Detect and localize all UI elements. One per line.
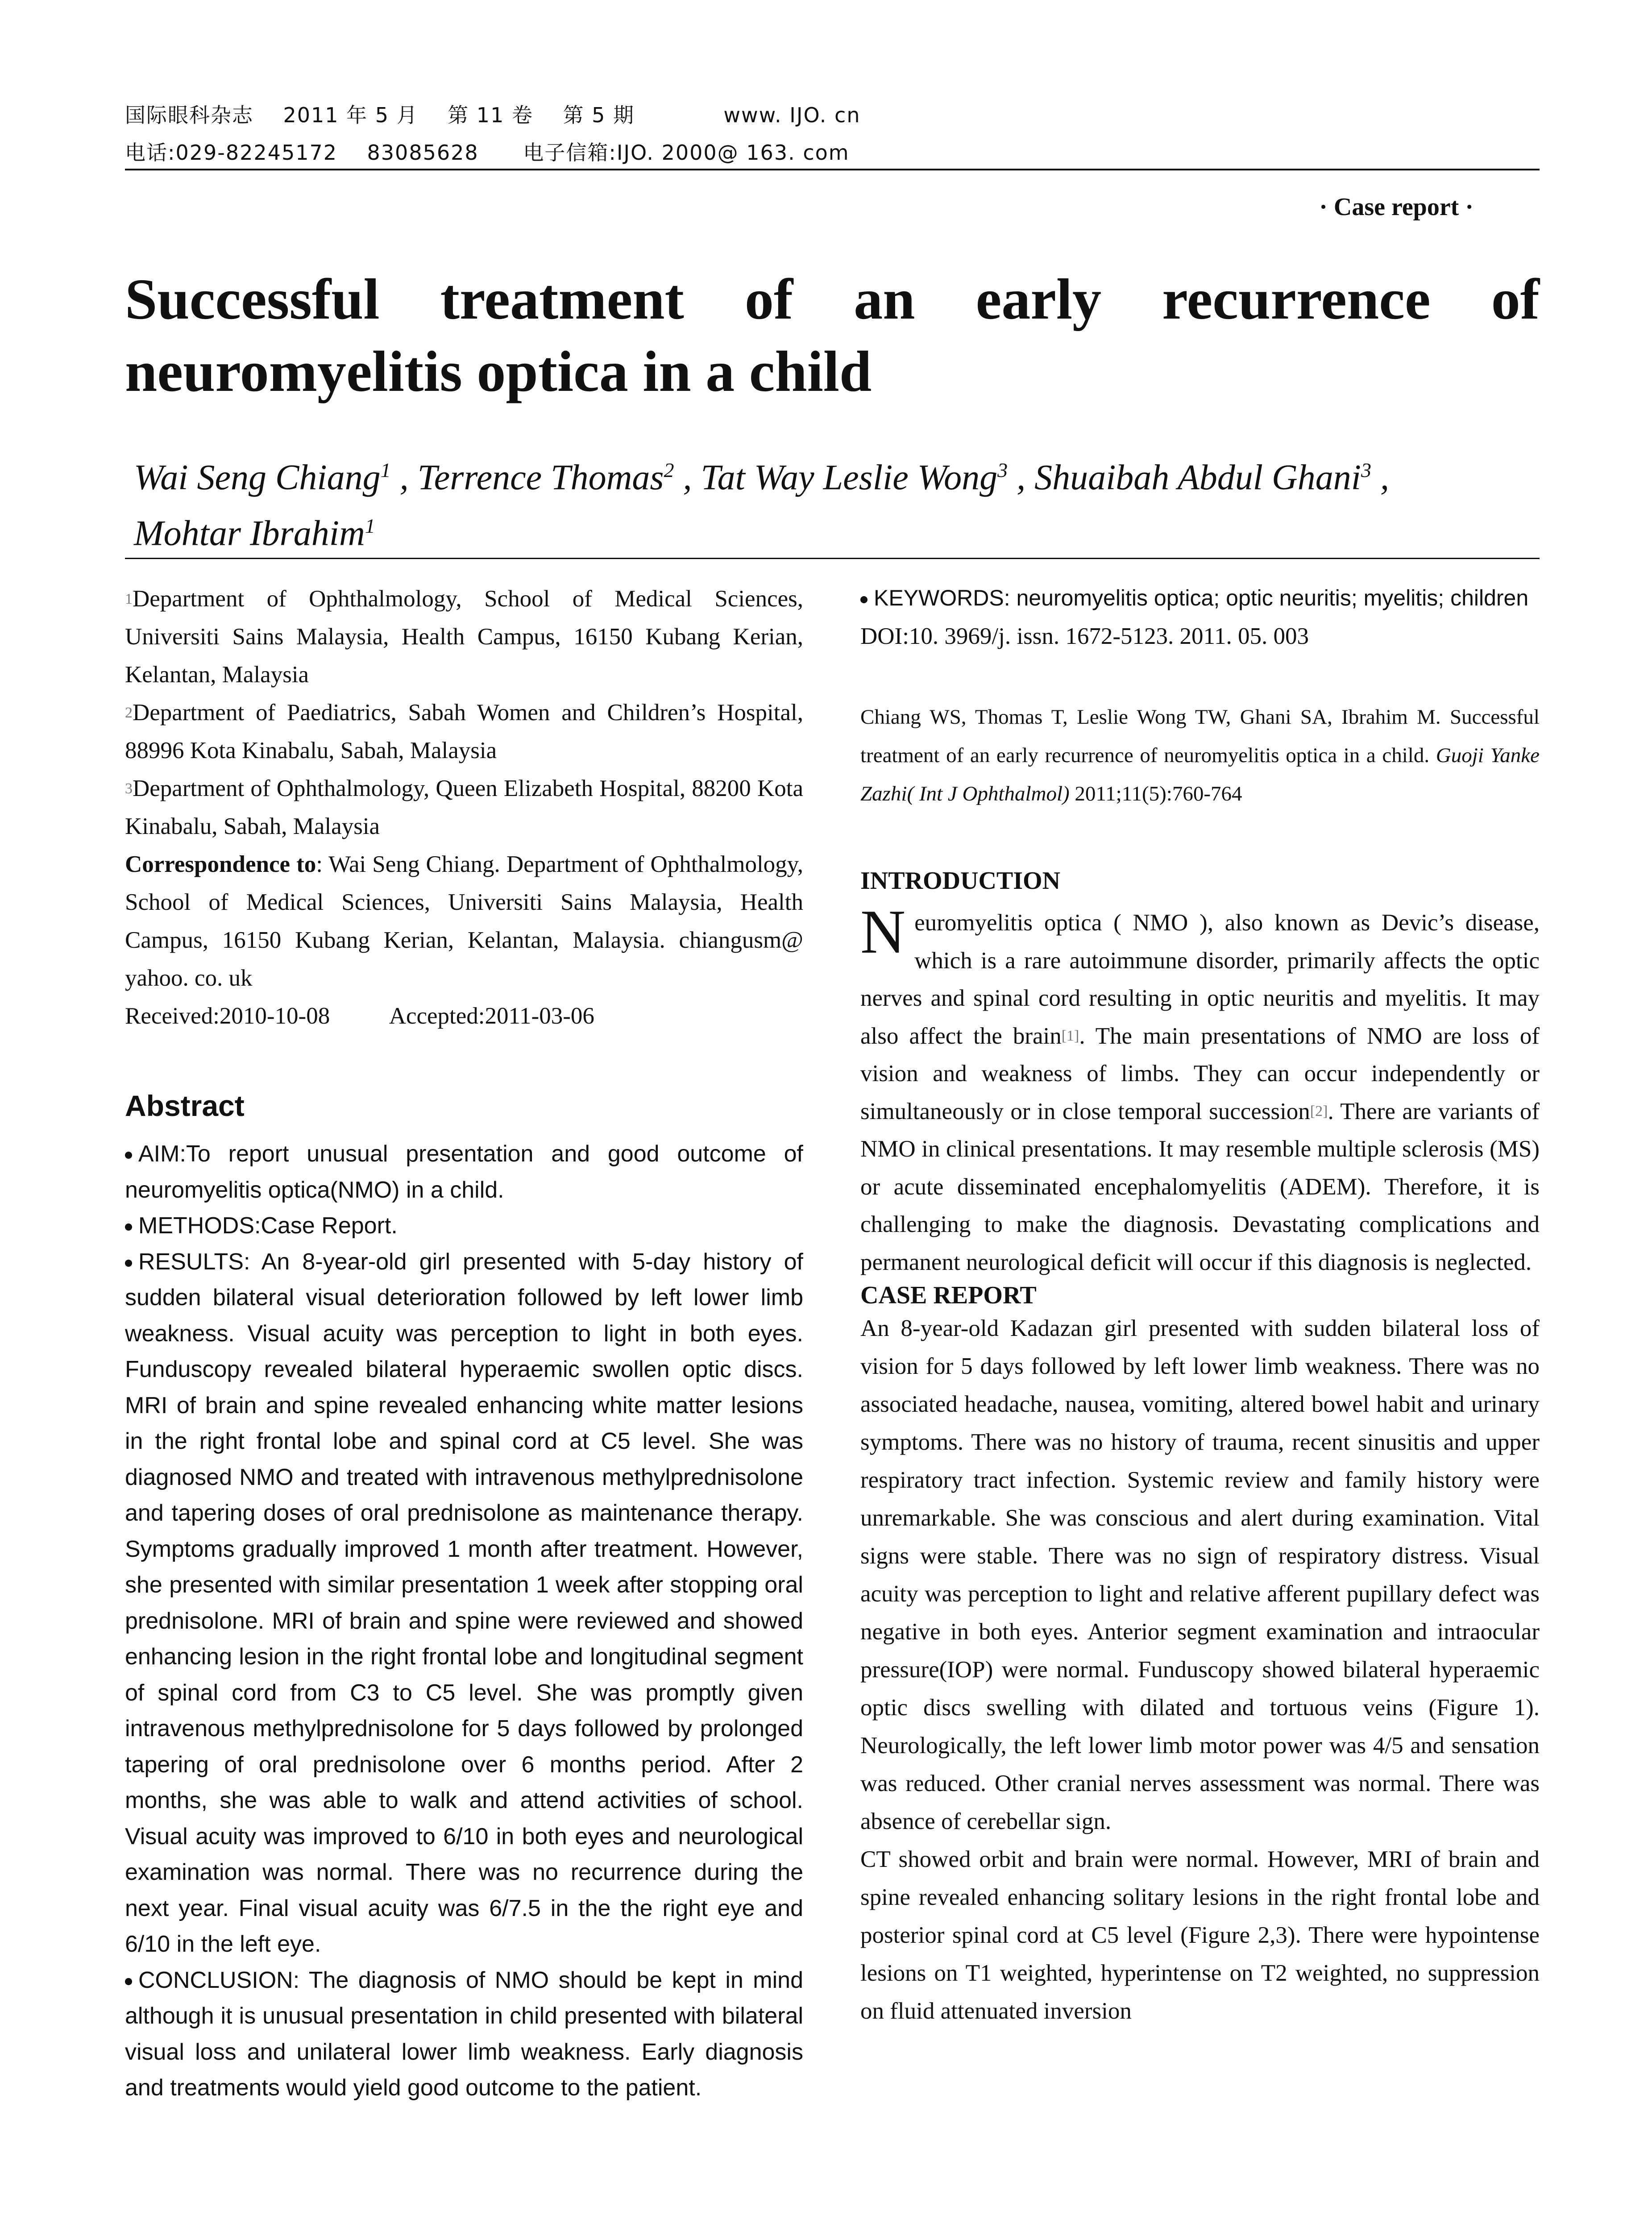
author-name: Tat Way Leslie Wong [701,458,998,498]
citation-block [860,698,1540,813]
author-sup: 1 [365,514,375,537]
affiliations [125,580,803,1035]
case-report-body [860,1310,1540,2030]
author-name: Terrence Thomas [417,458,664,498]
introduction-body [860,897,1540,1281]
author-sep: , [674,458,701,498]
correspondence-text: : Wai Seng Chiang. Department of Ophthalmology, School of Medical Sciences, Universiti Sains Malaysia, Health Campus, 16150 Kubang Kerian, Kelantan, Malaysia. chiangusm@ yahoo. co. uk [125,851,803,991]
citation-ref: [2] [1310,1103,1328,1120]
abstract-results [125,1244,803,1962]
left-column [125,580,803,2106]
author-sup: 2 [664,459,674,481]
citation-ref: [1] [1061,1027,1079,1044]
case-report-heading: CASE REPORT [860,1281,1037,1309]
affiliation-2 [125,694,803,770]
affiliation-text: Department of Paediatrics, Sabah Women and Children’s Hospital, 88996 Kota Kinabalu, Sabah, Malaysia [125,700,803,763]
author-name: Mohtar Ibrahim [134,514,365,553]
bullet-icon [125,1978,132,1985]
drop-cap: N [860,897,906,966]
citation-text: Chiang WS, Thomas T, Leslie Wong TW, Ghani SA, Ibrahim M. Successful treatment of an early recurrence of neuromyelitis optica in a child. [860,705,1540,767]
author-sep: , [1008,458,1035,498]
affiliation-text: Department of Ophthalmology, School of Medical Sciences, Universiti Sains Malaysia, Health Campus, 16150 Kubang Kerian, Kelantan, Malaysia [125,586,803,688]
citation-journal: Guoji Yanke Zazhi( Int J Ophthalmol) [860,744,1540,805]
bullet-icon [125,1152,132,1159]
introduction-paragraph [860,897,1540,1281]
correspondence [125,846,803,997]
author-list [134,446,1540,557]
abstract-heading: Abstract [125,1089,245,1122]
author-sup: 3 [1361,459,1371,481]
right-column [860,580,1540,2030]
citation-volume: 2011;11(5):760-764 [1069,782,1242,805]
received-date: Received:2010-10-08 [125,1003,330,1029]
abstract-conclusion-text: CONCLUSION: The diagnosis of NMO should be kept in mind although it is unusual presentation in child presented with bilateral visual loss and unilateral lower limb weakness. Early diagnosis and treatments would yield good outcome to the patient. [125,1967,803,2101]
author-name: Shuaibah Abdul Ghani [1034,458,1361,498]
doi: DOI:10. 3969/j. issn. 1672-5123. 2011. 05. 003 [860,623,1309,649]
article-title: Successful treatment of an early recurrence of neuromyelitis optica in a child [125,267,1540,404]
intro-sentence: euromyelitis optica ( NMO ), also known as Devic’s disease, which is a rare autoimmune disorder, primarily affects the optic nerves and spinal cord resulting in optic neuritis and myelitis. It may also affect the brain [860,910,1540,1049]
accepted-date: Accepted:2011-03-06 [389,1003,594,1029]
journal-header-line2: 电话:029-82245172 83085628 电子信箱:IJO. 2000@ 163. com [125,141,850,165]
abstract-aim [125,1136,803,1208]
affiliation-mark: 3 [125,780,133,797]
body-rule [125,558,1540,559]
abstract-body [125,1136,803,2106]
citation [860,698,1540,813]
abstract-methods [125,1208,803,1244]
case-paragraph-2: CT showed orbit and brain were normal. However, MRI of brain and spine revealed enhancing solitary lesions in the right frontal lobe and posterior spinal cord at C5 level (Figure 2,3). There were hypointense lesions on T1 weighted, hyperintense on T2 weighted, no suppression on fluid attenuated inversion [860,1846,1540,2024]
abstract-aim-text: AIM:To report unusual presentation and good outcome of neuromyelitis optica(NMO) in a child. [125,1141,803,1203]
abstract-results-text: RESULTS: An 8-year-old girl presented with 5-day history of sudden bilateral visual deterioration followed by left lower limb weakness. Visual acuity was perception to light in both eyes. Funduscopy revealed bilateral hyperaemic swollen optic discs. MRI of brain and spine revealed enhancing white matter lesions in the right frontal lobe and spinal cord at C5 level. She was diagnosed NMO and treated with intravenous methylprednisolone and tapering doses of oral prednisolone as maintenance therapy. Symptoms gradually improved 1 month after treatment. However, she presented with similar presentation 1 week after stopping oral prednisolone. MRI of brain and spine were reviewed and showed enhancing lesion in the right frontal lobe and longitudinal segment of spinal cord from C3 to C5 level. She was promptly given intravenous methylprednisolone for 5 days followed by prolonged tapering of oral prednisolone over 6 months period. After 2 months, she was able to walk and attend activities of school. Visual acuity was improved to 6/10 in both eyes and neurological examination was normal. There was no recurrence during the next year. Final visual acuity was 6/7.5 in the the right eye and 6/10 in the left eye. [125,1248,803,1957]
abstract-conclusion [125,1962,803,2106]
author-sup: 1 [380,459,391,481]
author-sep: , [1371,458,1389,498]
bullet-icon [125,1260,132,1267]
author-name: Wai Seng Chiang [134,458,381,498]
author-sep: , [390,458,418,498]
keywords [860,580,1540,616]
affiliation-mark: 2 [125,705,133,721]
affiliation-mark: 1 [125,591,133,607]
abstract-methods-text: METHODS:Case Report. [138,1213,398,1239]
case-paragraph-1: An 8-year-old Kadazan girl presented with sudden bilateral loss of vision for 5 days followed by left lower limb weakness. There was no associated headache, nausea, vomiting, altered bowel habit and urinary symptoms. There was no history of trauma, recent sinusitis and upper respiratory tract infection. Systemic review and family history were unremarkable. She was conscious and alert during examination. Vital signs were stable. There was no sign of respiratory distress. Visual acuity was perception to light and relative afferent pupillary defect was negative in both eyes. Anterior segment examination and intraocular pressure(IOP) were normal. Funduscopy showed bilateral hyperaemic optic discs swelling with dilated and tortuous veins (Figure 1). Neurologically, the left lower limb motor power was 4/5 and sensation was reduced. Other cranial nerves assessment was normal. There was absence of cerebellar sign. [860,1315,1540,1834]
dates [125,997,803,1035]
affiliation-text: Department of Ophthalmology, Queen Elizabeth Hospital, 88200 Kota Kinabalu, Sabah, Malaysia [125,775,803,839]
journal-header-line1: 国际眼科杂志 2011 年 5 月 第 11 卷 第 5 期 www. IJO. cn [125,103,861,127]
introduction-heading: INTRODUCTION [860,867,1061,895]
intro-sentence: . The main presentations of NMO are loss of vision and weakness of limbs. They can occur independently or simultaneously or in close temporal succession [860,1023,1540,1124]
correspondence-label: Correspondence to [125,851,316,877]
header-rule [125,169,1540,170]
section-label: · Case report · [1319,193,1474,221]
bullet-icon [125,1223,132,1231]
keywords-text: KEYWORDS: neuromyelitis optica; optic neuritis; myelitis; children [874,585,1529,610]
affiliation-1 [125,580,803,694]
intro-sentence: . There are variants of NMO in clinical presentations. It may resemble multiple sclerosis (MS) or acute disseminated encephalomyelitis (ADEM). Therefore, it is challenging to make the diagnosis. Devastating complications and permanent neurological deficit will occur if this diagnosis is neglected. [860,1098,1540,1275]
bullet-icon [860,596,868,603]
keywords-block [860,580,1540,654]
affiliation-3 [125,770,803,846]
author-sup: 3 [997,459,1008,481]
